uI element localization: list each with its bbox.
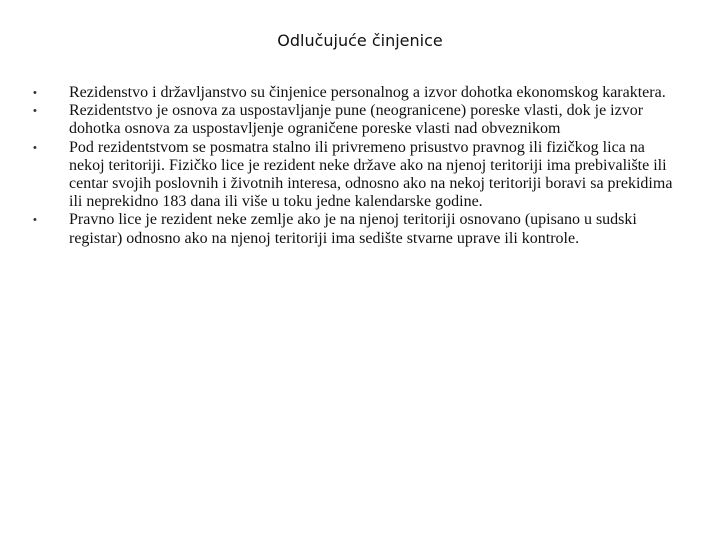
bullet-item [33, 138, 680, 212]
bullet-point-icon: • [33, 105, 37, 118]
slide-title: Odlučujuće činjenice [277, 31, 443, 50]
bullet-item [33, 84, 680, 102]
bullet-text: Pravno lice je rezident neke zemlje ako je na njenoj teritoriji osnovano (upisano u sudski registar) odnosno ako na njenoj teritoriji ima sedište stvarne uprave ili kontrole. [69, 211, 637, 247]
bullet-list [33, 84, 680, 248]
bullet-point-icon: • [33, 87, 37, 99]
bullet-text: Rezidenstvo i državljanstvo su činjenice personalnog a izvor dohotka ekonomskog karaktera. [69, 84, 666, 101]
bullet-item [33, 102, 680, 138]
bullet-point-icon: • [33, 214, 37, 227]
bullet-item [33, 211, 680, 247]
bullet-text: Pod rezidentstvom se posmatra stalno ili privremeno prisustvo pravnog ili fizičkog lica na nekoj teritoriji. Fizičko lice je rezident neke države ako na njenoj teritoriji ima prebivalište ili centar svojih poslovnih i životnih interesa, odnosno ako na nekoj teritoriji boravi sa prekidima ili neprekidno 183 dana ili više u toku jedne kalendarske godine. [69, 138, 673, 211]
bullet-text: Rezidentstvo je osnova za uspostavljanje pune (neogranicene) poreske vlasti, dok je izvor dohotka osnova za uspostavljenje ograničene poreske vlasti nad obveznikom [69, 102, 644, 138]
bullet-point-icon: • [33, 141, 37, 154]
